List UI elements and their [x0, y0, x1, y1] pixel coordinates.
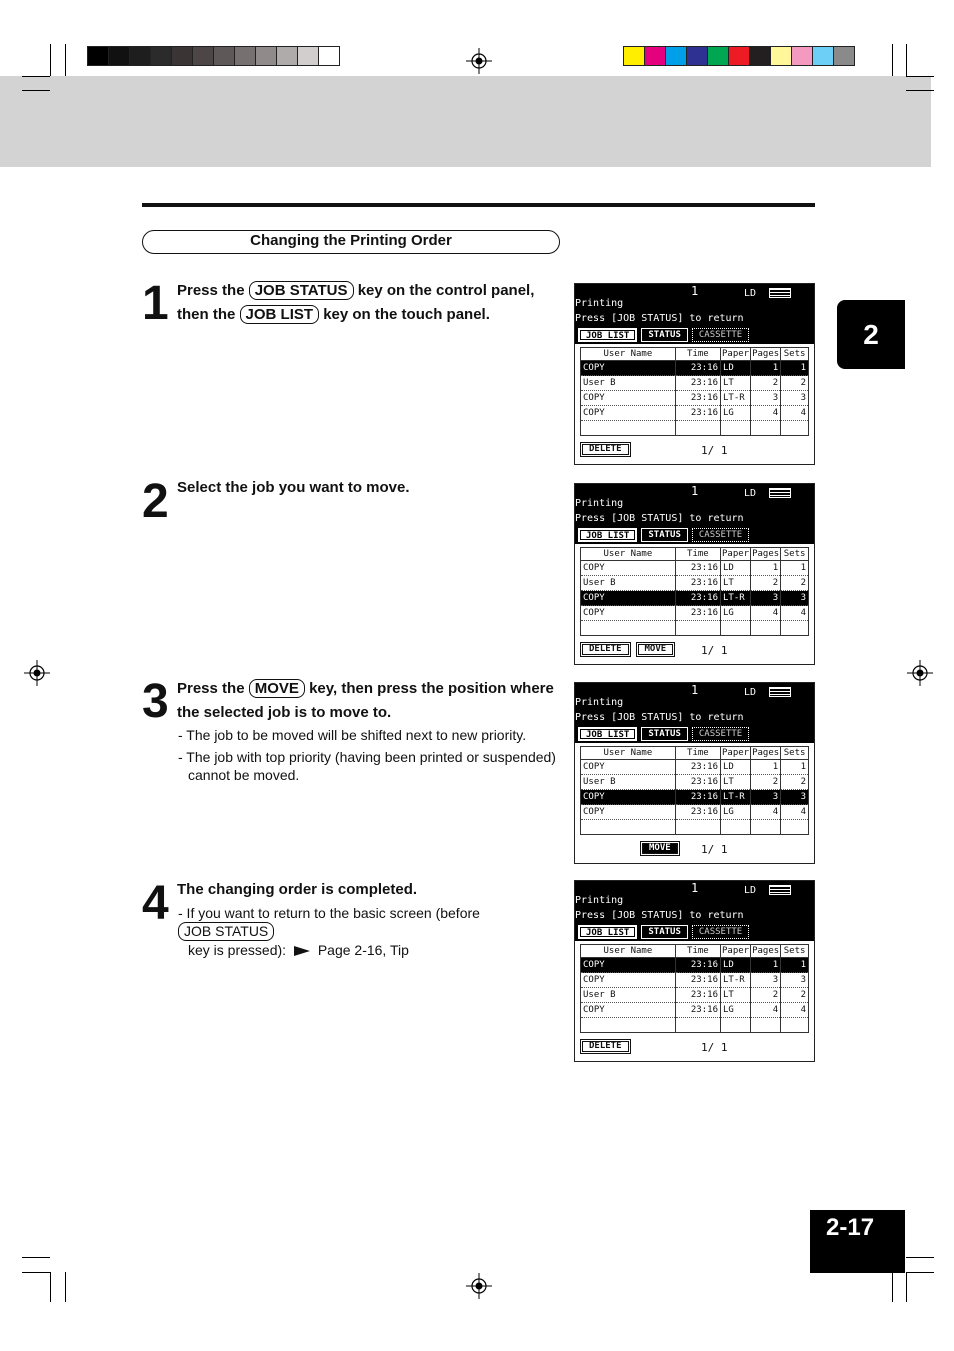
step-number: 3 [142, 675, 167, 728]
job-list-table [580, 547, 809, 636]
user-name-cell: User B [581, 376, 676, 391]
tab-job-list[interactable]: JOB LIST [578, 727, 637, 741]
color-swatch [833, 46, 855, 66]
tab-cassette[interactable]: CASSETTE [692, 925, 749, 939]
sets-cell: 4 [781, 606, 809, 621]
empty-row [581, 1018, 809, 1033]
grayscale-swatch [255, 46, 277, 66]
grayscale-swatch [276, 46, 298, 66]
user-name-cell: COPY [581, 606, 676, 621]
page-indicator: 1/ 1 [701, 1041, 728, 1054]
color-swatch [686, 46, 708, 66]
grayscale-swatch [171, 46, 193, 66]
step-3-line1-pre: Press the [177, 680, 245, 697]
paper-cell: LT-R [720, 591, 750, 606]
tab-status[interactable]: STATUS [641, 727, 688, 741]
paper-cell: LT-R [720, 391, 750, 406]
grayscale-swatch [234, 46, 256, 66]
column-header: Sets [781, 548, 809, 561]
job-row[interactable] [581, 775, 809, 790]
step-4-note-line2-pre: key is pressed): [188, 942, 287, 958]
paper-size-label: LD [744, 488, 757, 499]
paper-cell: LT-R [720, 790, 750, 805]
job-counter: 1 [691, 881, 699, 895]
crop-mark [65, 44, 66, 76]
step-3-note-1: - The job to be moved will be shifted next to new priority. [178, 727, 527, 743]
column-header: Sets [781, 348, 809, 361]
time-cell: 23:16 [675, 958, 720, 973]
job-row[interactable] [581, 606, 809, 621]
job-list-table [580, 944, 809, 1033]
time-cell: 23:16 [675, 576, 720, 591]
column-header: Paper [721, 748, 750, 758]
pages-cell: 1 [751, 958, 781, 973]
paper-stack-icon [769, 687, 791, 697]
crop-mark [22, 76, 50, 77]
empty-row [581, 421, 809, 436]
page-indicator: 1/ 1 [701, 843, 728, 856]
return-hint: Press [JOB STATUS] to return [575, 513, 744, 524]
job-status-key: JOB STATUS [249, 281, 354, 300]
column-header: Time [675, 747, 720, 760]
user-name-cell: COPY [581, 958, 676, 973]
time-cell: 23:16 [675, 376, 720, 391]
step-1-line1-pre: Press the [177, 282, 245, 299]
user-name-cell: COPY [581, 1003, 676, 1018]
column-header: Time [675, 548, 720, 561]
time-cell: 23:16 [675, 406, 720, 421]
pages-cell: 1 [751, 561, 781, 576]
paper-cell: LD [720, 361, 750, 376]
column-header: User Name [581, 945, 676, 958]
tab-cassette[interactable]: CASSETTE [692, 727, 749, 741]
step-3-line1-post: key, then press the position where [309, 680, 554, 697]
crop-mark [50, 1272, 51, 1302]
tab-cassette[interactable]: CASSETTE [692, 528, 749, 542]
delete-button[interactable]: DELETE [580, 642, 631, 657]
user-name-cell: User B [581, 988, 676, 1003]
sets-cell: 3 [781, 790, 809, 805]
empty-row [581, 621, 809, 636]
crop-mark [892, 44, 893, 76]
move-key: MOVE [249, 679, 305, 698]
page-indicator: 1/ 1 [701, 644, 728, 657]
pages-cell: 4 [751, 406, 781, 421]
time-cell: 23:16 [675, 591, 720, 606]
user-name-cell: COPY [581, 805, 676, 820]
tab-status[interactable]: STATUS [641, 925, 688, 939]
column-header: Pages [752, 946, 780, 956]
tab-job-list[interactable]: JOB LIST [578, 328, 637, 342]
tab-status[interactable]: STATUS [641, 328, 688, 342]
grayscale-swatch [108, 46, 130, 66]
pages-cell: 2 [751, 988, 781, 1003]
pages-cell: 3 [751, 391, 781, 406]
grayscale-swatch [297, 46, 319, 66]
column-header: Sets [781, 945, 809, 958]
touch-panel-screen [574, 880, 815, 1062]
color-swatch [623, 46, 645, 66]
pages-cell: 2 [751, 376, 781, 391]
job-row[interactable] [581, 988, 809, 1003]
user-name-cell: COPY [581, 790, 676, 805]
crop-mark [906, 1257, 934, 1258]
touch-panel-screen [574, 483, 815, 665]
grayscale-swatch [129, 46, 151, 66]
paper-cell: LG [720, 406, 750, 421]
color-swatch [707, 46, 729, 66]
paper-cell: LT [720, 988, 750, 1003]
color-swatch [770, 46, 792, 66]
job-row[interactable] [581, 1003, 809, 1018]
column-header: Time [675, 348, 720, 361]
column-header: User Name [581, 348, 676, 361]
sets-cell: 2 [781, 376, 809, 391]
job-row[interactable] [581, 958, 809, 973]
sets-cell: 4 [781, 1003, 809, 1018]
column-header: Pages [752, 549, 780, 559]
job-row[interactable] [581, 406, 809, 421]
return-hint: Press [JOB STATUS] to return [575, 313, 744, 324]
status-message: Printing [575, 697, 624, 708]
pages-cell: 1 [751, 760, 781, 775]
job-list-table [580, 347, 809, 436]
sets-cell: 3 [781, 391, 809, 406]
job-row[interactable] [581, 760, 809, 775]
job-row[interactable] [581, 391, 809, 406]
sets-cell: 1 [781, 958, 809, 973]
screen-status-area [575, 683, 814, 743]
sets-cell: 3 [781, 591, 809, 606]
time-cell: 23:16 [675, 1003, 720, 1018]
grayscale-swatch [192, 46, 214, 66]
paper-cell: LT [720, 376, 750, 391]
color-swatch [644, 46, 666, 66]
registration-mark-icon [466, 1273, 492, 1299]
job-row[interactable] [581, 361, 809, 376]
return-hint: Press [JOB STATUS] to return [575, 712, 744, 723]
step-3-text [177, 677, 567, 725]
step-4-text: The changing order is completed. [177, 881, 418, 898]
user-name-cell: COPY [581, 361, 676, 376]
column-header: Paper [721, 349, 750, 359]
crop-mark [906, 1272, 907, 1302]
job-counter: 1 [691, 683, 699, 697]
pages-cell: 4 [751, 606, 781, 621]
step-1-text [177, 279, 567, 327]
time-cell: 23:16 [675, 775, 720, 790]
color-swatch [728, 46, 750, 66]
page-number: 2-17 [810, 1210, 905, 1273]
crop-mark [22, 1272, 50, 1273]
job-list-key: JOB LIST [240, 305, 320, 324]
job-list-table [580, 746, 809, 835]
step-1-line2-post: key on the touch panel. [323, 306, 490, 323]
screen-status-area [575, 881, 814, 941]
user-name-cell: User B [581, 576, 676, 591]
arrow-right-icon [294, 946, 310, 956]
paper-size-label: LD [744, 687, 757, 698]
screen-status-area [575, 284, 814, 344]
registration-mark-icon [24, 660, 50, 686]
job-row[interactable] [581, 576, 809, 591]
time-cell: 23:16 [675, 973, 720, 988]
pages-cell: 2 [751, 576, 781, 591]
pages-cell: 3 [751, 591, 781, 606]
crop-mark [906, 76, 934, 77]
tab-status[interactable]: STATUS [641, 528, 688, 542]
touch-panel-screen [574, 682, 815, 864]
status-message: Printing [575, 298, 624, 309]
paper-size-label: LD [744, 885, 757, 896]
time-cell: 23:16 [675, 988, 720, 1003]
grayscale-swatch [150, 46, 172, 66]
column-header: Time [675, 945, 720, 958]
column-header: Paper [721, 549, 750, 559]
chapter-tab: 2 [837, 300, 905, 369]
job-status-key: JOB STATUS [178, 922, 274, 941]
step-number: 4 [142, 877, 167, 930]
return-hint: Press [JOB STATUS] to return [575, 910, 744, 921]
crop-mark [906, 90, 934, 91]
tab-job-list[interactable]: JOB LIST [578, 528, 637, 542]
grayscale-swatch [87, 46, 109, 66]
paper-cell: LG [720, 1003, 750, 1018]
color-calibration-bar [623, 46, 854, 66]
job-row[interactable] [581, 973, 809, 988]
table-header [581, 747, 809, 760]
column-header: Pages [752, 748, 780, 758]
time-cell: 23:16 [675, 561, 720, 576]
user-name-cell: COPY [581, 760, 676, 775]
paper-cell: LD [720, 760, 750, 775]
column-header: Paper [721, 946, 750, 956]
tab-cassette[interactable]: CASSETTE [692, 328, 749, 342]
step-4-note-pre: - If you want to return to the basic screen (before [178, 905, 480, 921]
column-header: Pages [752, 349, 780, 359]
step-1-line2-pre: then the [177, 306, 236, 323]
sets-cell: 3 [781, 973, 809, 988]
paper-cell: LD [720, 561, 750, 576]
crop-mark [65, 1272, 66, 1302]
color-swatch [665, 46, 687, 66]
table-header [581, 945, 809, 958]
sets-cell: 4 [781, 406, 809, 421]
paper-cell: LT-R [720, 973, 750, 988]
crop-mark [50, 44, 51, 76]
sets-cell: 2 [781, 775, 809, 790]
step-4-note [178, 904, 568, 959]
grayscale-calibration-bar [87, 46, 339, 66]
user-name-cell: COPY [581, 391, 676, 406]
sets-cell: 1 [781, 561, 809, 576]
time-cell: 23:16 [675, 361, 720, 376]
registration-mark-icon [466, 48, 492, 74]
paper-cell: LD [720, 958, 750, 973]
time-cell: 23:16 [675, 790, 720, 805]
sets-cell: 4 [781, 805, 809, 820]
sets-cell: 2 [781, 576, 809, 591]
crop-mark [906, 44, 907, 76]
step-4-note-line2-post: Page 2-16, Tip [317, 942, 409, 958]
step-3-note-2a: - The job with top priority (having been printed or suspended) [178, 749, 556, 765]
paper-cell: LG [720, 606, 750, 621]
delete-button[interactable]: DELETE [580, 442, 631, 457]
crop-mark [892, 1272, 893, 1302]
table-header [581, 348, 809, 361]
registration-mark-icon [907, 660, 933, 686]
time-cell: 23:16 [675, 391, 720, 406]
time-cell: 23:16 [675, 805, 720, 820]
crop-mark [22, 90, 50, 91]
screen-status-area [575, 484, 814, 544]
empty-row [581, 820, 809, 835]
column-header: User Name [581, 548, 676, 561]
section-rule [142, 203, 815, 207]
step-1-line1-post: key on the control panel, [357, 282, 535, 299]
step-number: 2 [142, 475, 167, 528]
job-row[interactable] [581, 376, 809, 391]
delete-button[interactable]: DELETE [580, 1039, 631, 1054]
step-2-text: Select the job you want to move. [177, 479, 410, 496]
job-row[interactable] [581, 790, 809, 805]
user-name-cell: COPY [581, 406, 676, 421]
move-button[interactable]: MOVE [636, 642, 676, 657]
paper-stack-icon [769, 885, 791, 895]
status-message: Printing [575, 498, 624, 509]
job-row[interactable] [581, 561, 809, 576]
color-swatch [791, 46, 813, 66]
time-cell: 23:16 [675, 760, 720, 775]
tab-job-list[interactable]: JOB LIST [578, 925, 637, 939]
user-name-cell: User B [581, 775, 676, 790]
column-header: Sets [781, 747, 809, 760]
paper-cell: LT [720, 775, 750, 790]
pages-cell: 4 [751, 1003, 781, 1018]
color-swatch [812, 46, 834, 66]
touch-panel-screen [574, 283, 815, 465]
table-header [581, 548, 809, 561]
job-row[interactable] [581, 805, 809, 820]
paper-cell: LT [720, 576, 750, 591]
page-indicator: 1/ 1 [701, 444, 728, 457]
pages-cell: 3 [751, 790, 781, 805]
status-message: Printing [575, 895, 624, 906]
job-counter: 1 [691, 484, 699, 498]
sets-cell: 1 [781, 361, 809, 376]
paper-stack-icon [769, 288, 791, 298]
time-cell: 23:16 [675, 606, 720, 621]
sets-cell: 1 [781, 760, 809, 775]
pages-cell: 1 [751, 361, 781, 376]
paper-stack-icon [769, 488, 791, 498]
column-header: User Name [581, 747, 676, 760]
color-swatch [749, 46, 771, 66]
grayscale-swatch [213, 46, 235, 66]
pages-cell: 3 [751, 973, 781, 988]
user-name-cell: COPY [581, 591, 676, 606]
pages-cell: 2 [751, 775, 781, 790]
header-band [0, 76, 931, 167]
job-row[interactable] [581, 591, 809, 606]
job-counter: 1 [691, 284, 699, 298]
move-button[interactable]: MOVE [640, 841, 680, 856]
sets-cell: 2 [781, 988, 809, 1003]
crop-mark [906, 1272, 934, 1273]
user-name-cell: COPY [581, 973, 676, 988]
paper-cell: LG [720, 805, 750, 820]
paper-size-label: LD [744, 288, 757, 299]
crop-mark [22, 1257, 50, 1258]
grayscale-swatch [318, 46, 340, 66]
user-name-cell: COPY [581, 561, 676, 576]
pages-cell: 4 [751, 805, 781, 820]
step-3-line2: the selected job is to move to. [177, 704, 392, 721]
step-number: 1 [142, 277, 167, 330]
step-3-note-2b: cannot be moved. [188, 767, 300, 783]
section-title: Changing the Printing Order [142, 230, 560, 254]
